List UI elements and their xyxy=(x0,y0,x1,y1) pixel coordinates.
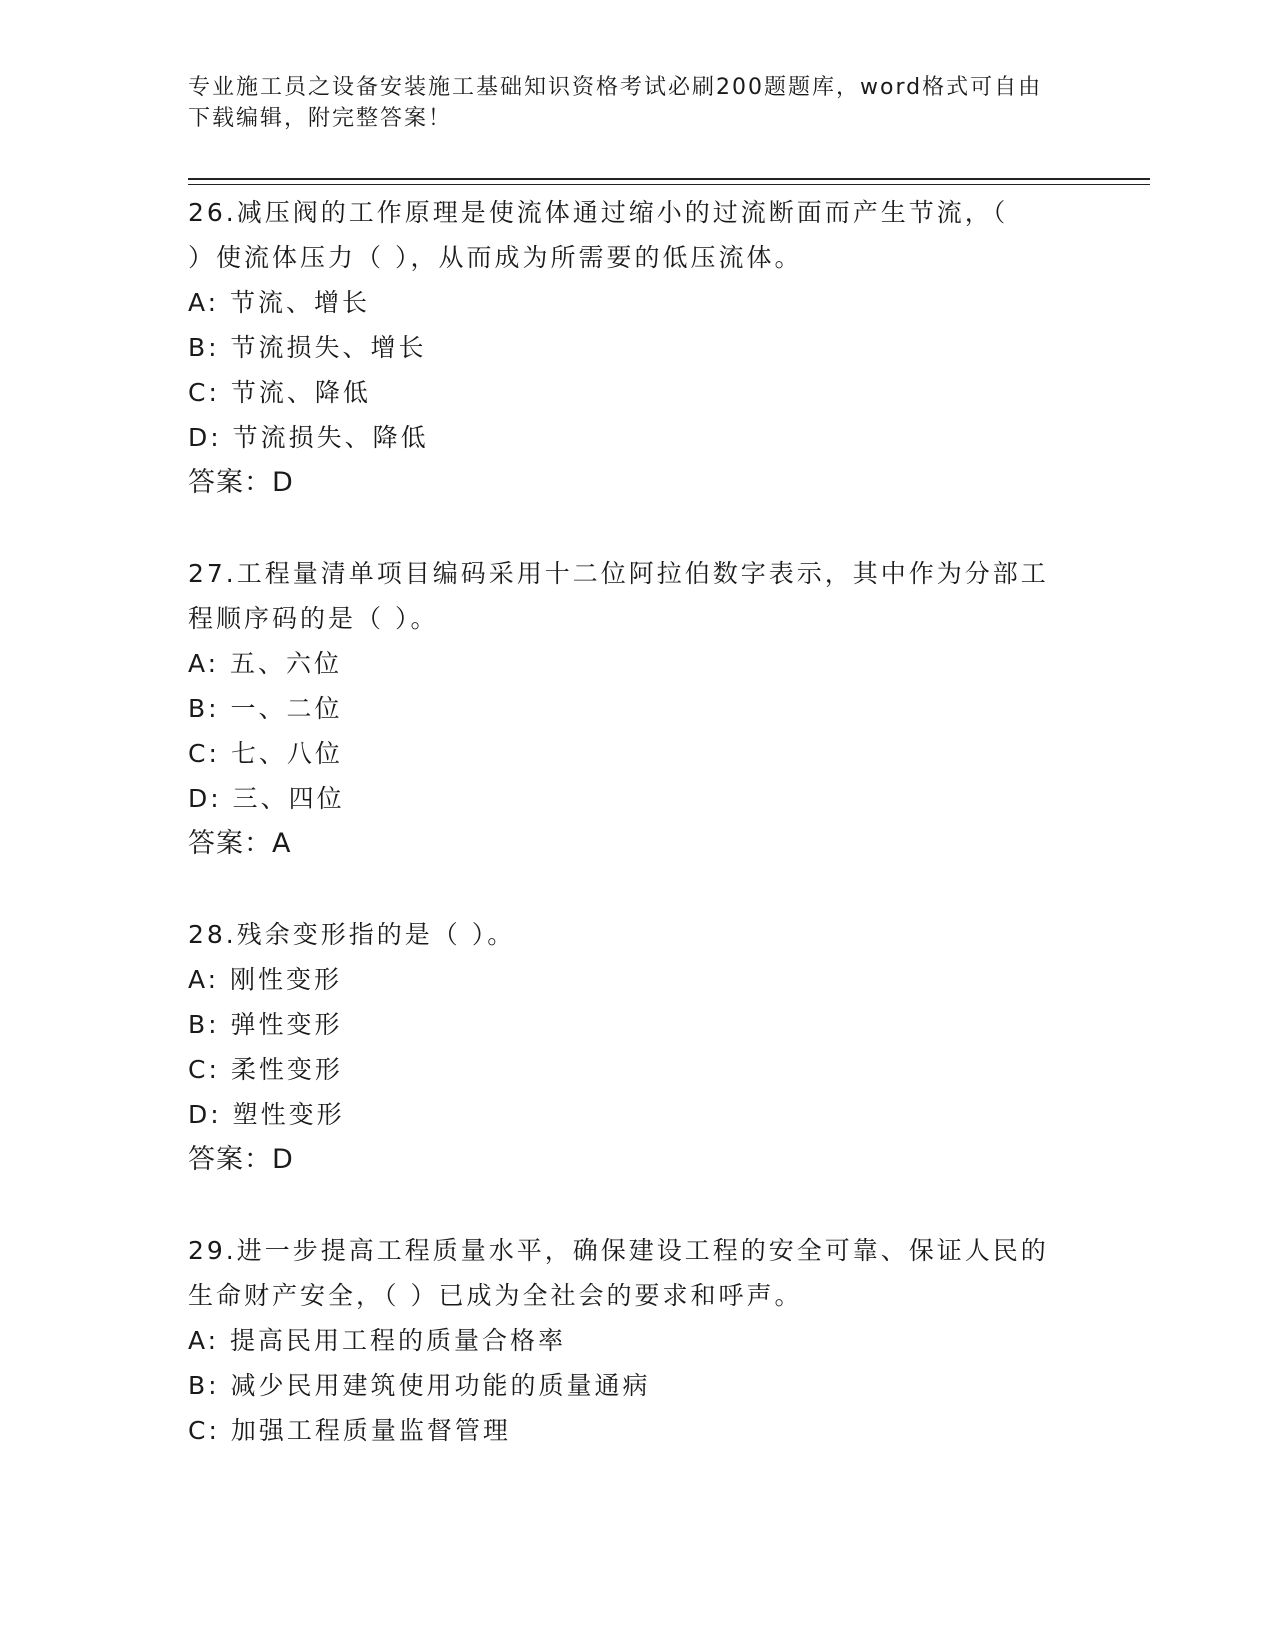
question-stem-line-1: 27.工程量清单项目编码采用十二位阿拉伯数字表示，其中作为分部工 xyxy=(188,559,1049,588)
option-a: A: 刚性变形 xyxy=(188,965,343,994)
document-header xyxy=(188,72,1068,134)
question-stem-line-1: 26.减压阀的工作原理是使流体通过缩小的过流断面而产生节流，（ xyxy=(188,198,1009,227)
header-line-2: 下载编辑，附完整答案！ xyxy=(188,106,453,131)
option-b: B: 弹性变形 xyxy=(188,1010,343,1039)
option-a: A: 五、六位 xyxy=(188,649,343,678)
question-list xyxy=(188,190,1088,1499)
option-b: B: 减少民用建筑使用功能的质量通病 xyxy=(188,1371,651,1400)
question-stem-line-2: ）使流体压力（ ），从而成为所需要的低压流体。 xyxy=(188,243,803,272)
question-stem xyxy=(188,551,1088,641)
question-27 xyxy=(188,551,1088,866)
question-28 xyxy=(188,912,1088,1182)
question-stem-line-2: 生命财产安全，（ ）已成为全社会的要求和呼声。 xyxy=(188,1281,803,1310)
option-d: D: 塑性变形 xyxy=(188,1100,345,1129)
option-b: B: 一、二位 xyxy=(188,694,343,723)
question-stem-line-1: 29.进一步提高工程质量水平，确保建设工程的安全可靠、保证人民的 xyxy=(188,1236,1049,1265)
question-stem xyxy=(188,190,1088,280)
question-stem xyxy=(188,1228,1088,1318)
option-c: C: 加强工程质量监督管理 xyxy=(188,1416,511,1445)
question-stem-line-1: 28.残余变形指的是（ ）。 xyxy=(188,920,516,949)
question-29 xyxy=(188,1228,1088,1453)
option-a: A: 节流、增长 xyxy=(188,288,371,317)
option-a: A: 提高民用工程的质量合格率 xyxy=(188,1326,567,1355)
question-stem xyxy=(188,912,1088,957)
question-stem-line-2: 程顺序码的是（ ）。 xyxy=(188,604,439,633)
header-line-1: 专业施工员之设备安装施工基础知识资格考试必刷200题题库，word格式可自由 xyxy=(188,75,1043,100)
header-divider-thick xyxy=(188,178,1150,180)
question-26 xyxy=(188,190,1088,505)
option-d: D: 三、四位 xyxy=(188,784,345,813)
option-b: B: 节流损失、增长 xyxy=(188,333,427,362)
header-divider-thin xyxy=(188,184,1150,185)
answer-line: 答案：D xyxy=(188,467,294,498)
option-c: C: 柔性变形 xyxy=(188,1055,343,1084)
option-c: C: 节流、降低 xyxy=(188,378,371,407)
option-d: D: 节流损失、降低 xyxy=(188,423,429,452)
answer-line: 答案：D xyxy=(188,1144,294,1175)
option-c: C: 七、八位 xyxy=(188,739,343,768)
answer-line: 答案：A xyxy=(188,828,292,859)
